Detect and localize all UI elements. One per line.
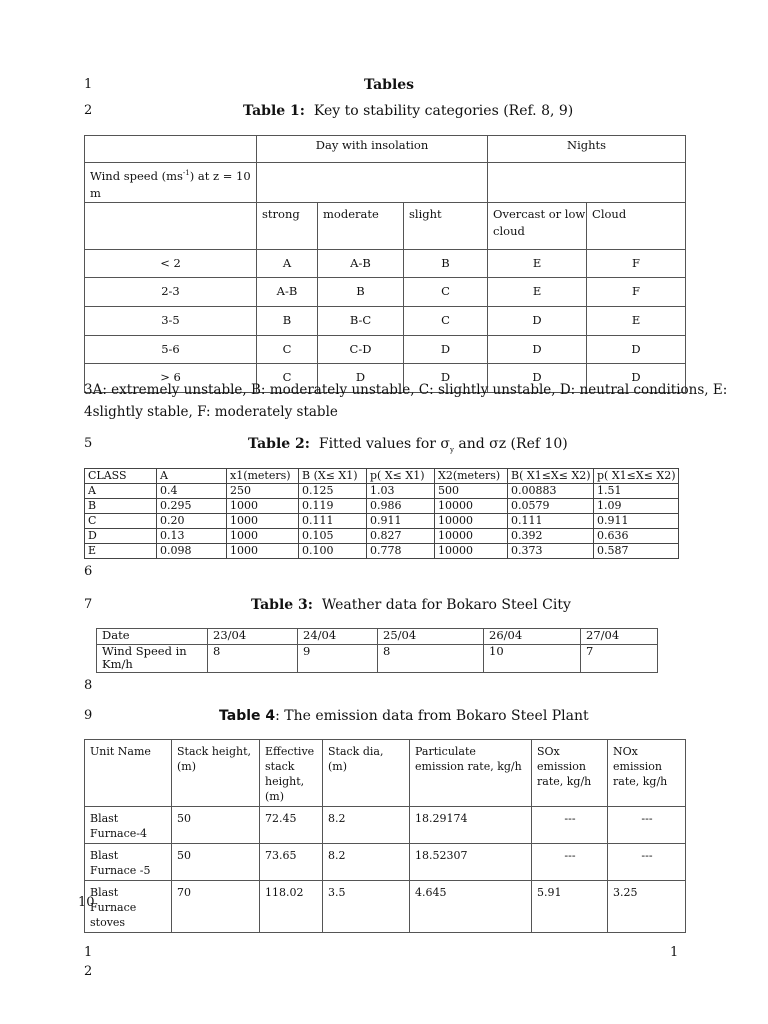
table-row xyxy=(85,529,679,544)
table1-cell: B xyxy=(404,249,488,277)
table-row xyxy=(85,514,679,529)
table1-cell: D xyxy=(488,335,587,363)
table1-cell: B-C xyxy=(318,306,404,335)
table2-header: p( X≤ X1) xyxy=(367,469,435,484)
table2-cell: 250 xyxy=(227,484,299,499)
table4-cell: 4.645 xyxy=(410,881,532,933)
line-number: 1 xyxy=(84,77,93,92)
table1-cell: A xyxy=(257,249,318,277)
table2-cell: 0.00883 xyxy=(508,484,594,499)
table-header-row xyxy=(85,469,679,484)
table1-subheader: moderate xyxy=(318,202,404,249)
table1-cell: C xyxy=(404,277,488,306)
table2-cell: 1.09 xyxy=(594,499,679,514)
table2-cell: 0.827 xyxy=(367,529,435,544)
table4-cell: --- xyxy=(608,844,686,881)
table1-speed: 2-3 xyxy=(85,277,257,306)
table3-wind: 10 xyxy=(484,645,581,673)
footer-left-number-2: 2 xyxy=(84,964,93,979)
line-number: 6 xyxy=(84,564,93,579)
table2-cell: E xyxy=(85,544,157,559)
table3-date: 26/04 xyxy=(484,629,581,645)
table2-cell: 0.105 xyxy=(299,529,367,544)
table1-group-night: Nights xyxy=(488,136,686,163)
table2-cell: 0.4 xyxy=(157,484,227,499)
table2-header: B (X≤ X1) xyxy=(299,469,367,484)
table1-empty-cell xyxy=(85,202,257,249)
table3-wind: 8 xyxy=(378,645,484,673)
page-number: 1 xyxy=(670,945,679,960)
table-row xyxy=(85,881,686,933)
table4-header: SOx emission rate, kg/h xyxy=(532,740,608,807)
table3-caption: Table 3: Weather data for Bokaro Steel City xyxy=(251,597,571,613)
table1-wind-label: Wind speed $(ms^{-1})$ at z = 10 m xyxy=(85,163,257,203)
table2-cell: 0.111 xyxy=(508,514,594,529)
table4-header: Unit Name xyxy=(85,740,172,807)
table3-label: Table 3: xyxy=(251,597,313,613)
table3-wind-label: Wind Speed in Km/h xyxy=(97,645,208,673)
emission-table xyxy=(84,739,686,933)
table-row xyxy=(85,807,686,844)
table4-cell: 73.65 xyxy=(260,844,323,881)
table1-cell: D xyxy=(488,306,587,335)
table2-cell: 0.392 xyxy=(508,529,594,544)
line-number: 2 xyxy=(84,103,93,118)
table1-cell: C xyxy=(257,363,318,392)
table2-cell: 0.986 xyxy=(367,499,435,514)
table2-cell: 0.295 xyxy=(157,499,227,514)
table2-header: p( X1≤X≤ X2) xyxy=(594,469,679,484)
table-row xyxy=(85,306,686,335)
table2-header: A xyxy=(157,469,227,484)
table2-cell: 10000 xyxy=(435,544,508,559)
table3-date: 23/04 xyxy=(208,629,298,645)
table-header-row xyxy=(97,629,658,645)
table1-speed: > 6 xyxy=(85,363,257,392)
table4-cell: 5.91 xyxy=(532,881,608,933)
table1-cell: F xyxy=(587,249,686,277)
table2-cell: 0.119 xyxy=(299,499,367,514)
table2-cell: 0.911 xyxy=(594,514,679,529)
table1-speed: 3-5 xyxy=(85,306,257,335)
table2-cell: 500 xyxy=(435,484,508,499)
table4-cell: 3.5 xyxy=(323,881,410,933)
table1-speed: < 2 xyxy=(85,249,257,277)
table2-cell: 0.098 xyxy=(157,544,227,559)
table2-cell: 10000 xyxy=(435,529,508,544)
table1-subheader: Overcast or low cloud xyxy=(488,202,587,249)
table2-cell: 0.778 xyxy=(367,544,435,559)
table-header-row xyxy=(85,740,686,807)
table4-header: Effective stack height, (m) xyxy=(260,740,323,807)
line-number: 10 xyxy=(78,895,95,910)
table2-cell: 1.51 xyxy=(594,484,679,499)
table2-cell: 0.125 xyxy=(299,484,367,499)
table1-cell: C xyxy=(404,306,488,335)
table1-note-line1: 3A: extremely unstable, B: moderately unstable, C: slightly unstable, D: neutral conditions, E: xyxy=(84,382,728,398)
table2-header: X2(meters) xyxy=(435,469,508,484)
table2-cell: A xyxy=(85,484,157,499)
table4-header: Particulate emission rate, kg/h xyxy=(410,740,532,807)
table4-header: Stack height, (m) xyxy=(172,740,260,807)
table1-cell: C-D xyxy=(318,335,404,363)
table1-cell: D xyxy=(488,363,587,392)
table1-cell: C xyxy=(257,335,318,363)
table-row xyxy=(85,499,679,514)
table1-empty-cell xyxy=(257,163,488,203)
table2-header: B( X1≤X≤ X2) xyxy=(508,469,594,484)
table1-cell: D xyxy=(587,363,686,392)
table1-cell: D xyxy=(404,363,488,392)
table3-date-label: Date xyxy=(97,629,208,645)
table4-cell: 18.29174 xyxy=(410,807,532,844)
table4-cell: 3.25 xyxy=(608,881,686,933)
table4-header: Stack dia, (m) xyxy=(323,740,410,807)
table-row xyxy=(97,645,658,673)
table4-cell: 50 xyxy=(172,844,260,881)
table4-cell: --- xyxy=(608,807,686,844)
table1-cell: B xyxy=(318,277,404,306)
table4-cell: Blast Furnace stoves xyxy=(85,881,172,933)
table1-cell: D xyxy=(587,335,686,363)
table-row xyxy=(85,544,679,559)
table2-cell: 1000 xyxy=(227,514,299,529)
table2-cell: C xyxy=(85,514,157,529)
fitted-values-table xyxy=(84,468,679,559)
line-number: 7 xyxy=(84,597,93,612)
table1-cell: E xyxy=(587,306,686,335)
table3-wind: 7 xyxy=(581,645,658,673)
table1-speed: 5-6 xyxy=(85,335,257,363)
table2-cell: 0.636 xyxy=(594,529,679,544)
table1-cell: F xyxy=(587,277,686,306)
table2-cell: 0.111 xyxy=(299,514,367,529)
line-number: 9 xyxy=(84,708,93,723)
table2-caption: Table 2: Fitted values for $\sigma_y$ and σz (Ref 10) xyxy=(248,436,568,454)
table1-cell: D xyxy=(404,335,488,363)
table3-date: 27/04 xyxy=(581,629,658,645)
table4-cell: 70 xyxy=(172,881,260,933)
line-number: 5 xyxy=(84,436,93,451)
footer-left-number: 1 xyxy=(84,945,93,960)
table-row xyxy=(85,844,686,881)
table4-cell: Blast Furnace-4 xyxy=(85,807,172,844)
table4-cell: 8.2 xyxy=(323,807,410,844)
table-row xyxy=(85,484,679,499)
table2-cell: 0.0579 xyxy=(508,499,594,514)
weather-table xyxy=(96,628,658,673)
table2-cell: B xyxy=(85,499,157,514)
table2-cell: 1000 xyxy=(227,529,299,544)
table-row xyxy=(85,249,686,277)
table2-cell: 0.911 xyxy=(367,514,435,529)
table2-header: CLASS xyxy=(85,469,157,484)
table4-cell: --- xyxy=(532,844,608,881)
table1-cell: E xyxy=(488,249,587,277)
table2-cell: 1000 xyxy=(227,499,299,514)
table2-cell: D xyxy=(85,529,157,544)
table4-header: NOx emission rate, kg/h xyxy=(608,740,686,807)
table1-cell: A-B xyxy=(257,277,318,306)
table2-cell: 10000 xyxy=(435,514,508,529)
table1-empty-cell xyxy=(488,163,686,203)
table1-cell: B xyxy=(257,306,318,335)
table2-cell: 1000 xyxy=(227,544,299,559)
table4-cell: 18.52307 xyxy=(410,844,532,881)
page-title: Tables xyxy=(364,77,415,93)
table1-caption-text: Key to stability categories (Ref. 8, 9) xyxy=(313,103,574,119)
table2-header: x1(meters) xyxy=(227,469,299,484)
table1-subheader: slight xyxy=(404,202,488,249)
table4-caption: Table 4: The emission data from Bokaro Steel Plant xyxy=(219,708,589,724)
table1-subheader: strong xyxy=(257,202,318,249)
table1-subheader: Cloud xyxy=(587,202,686,249)
table4-cell: Blast Furnace -5 xyxy=(85,844,172,881)
table3-date: 24/04 xyxy=(298,629,378,645)
table3-date: 25/04 xyxy=(378,629,484,645)
table2-cell: 0.100 xyxy=(299,544,367,559)
table-row xyxy=(85,335,686,363)
table1-label: Table 1: xyxy=(243,103,305,119)
table3-wind: 9 xyxy=(298,645,378,673)
table4-cell: 50 xyxy=(172,807,260,844)
table4-cell: 118.02 xyxy=(260,881,323,933)
table2-label: Table 2: xyxy=(248,436,310,452)
table2-cell: 0.13 xyxy=(157,529,227,544)
table2-cell: 0.20 xyxy=(157,514,227,529)
table1-cell: E xyxy=(488,277,587,306)
table3-wind: 8 xyxy=(208,645,298,673)
table1-cell: D xyxy=(318,363,404,392)
stability-table xyxy=(84,135,686,393)
table2-cell: 0.373 xyxy=(508,544,594,559)
table1-empty-cell xyxy=(85,136,257,163)
table4-label: Table 4 xyxy=(219,708,276,724)
table1-group-day: Day with insolation xyxy=(257,136,488,163)
table2-cell: 10000 xyxy=(435,499,508,514)
table4-cell: --- xyxy=(532,807,608,844)
table1-note-line2: 4slightly stable, F: moderately stable xyxy=(84,404,338,420)
table2-cell: 0.587 xyxy=(594,544,679,559)
table1-cell: A-B xyxy=(318,249,404,277)
table-row xyxy=(85,277,686,306)
table2-cell: 1.03 xyxy=(367,484,435,499)
table4-cell: 8.2 xyxy=(323,844,410,881)
table1-caption xyxy=(243,103,573,119)
line-number: 8 xyxy=(84,678,93,693)
table4-cell: 72.45 xyxy=(260,807,323,844)
